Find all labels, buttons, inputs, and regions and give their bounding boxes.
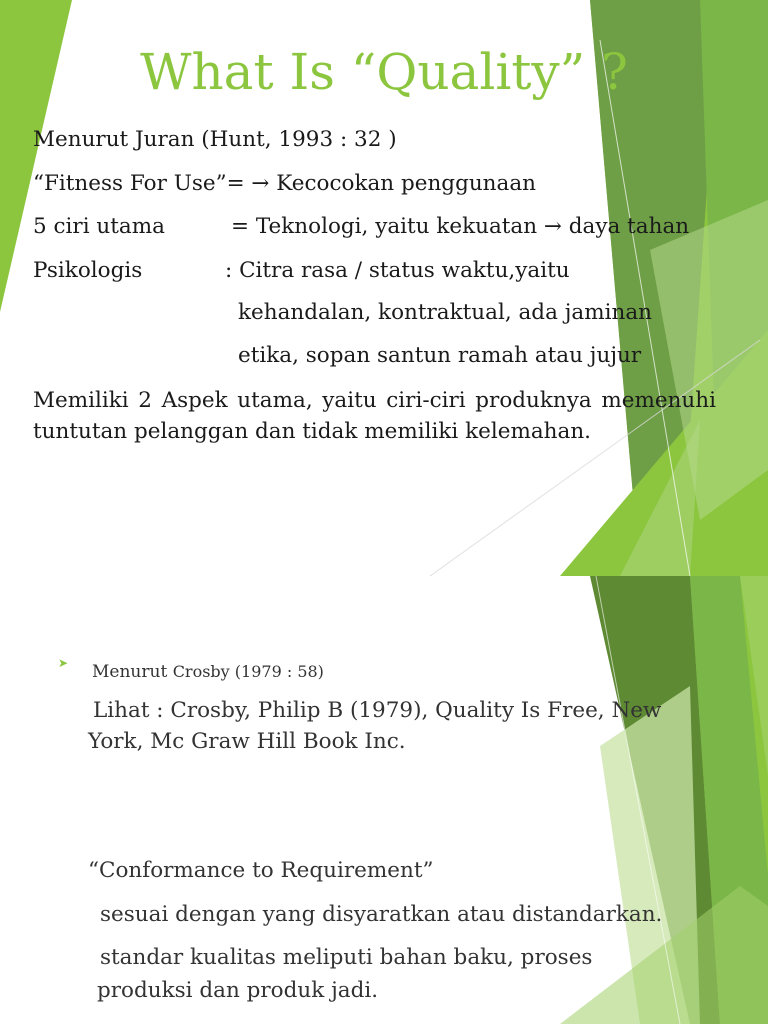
- psikologis-continuation-2: etika, sopan santun ramah atau jujur: [238, 343, 642, 368]
- psikologis-continuation-1: kehandalan, kontraktual, ada jaminan: [238, 300, 652, 325]
- fitness-for-use-line: “Fitness For Use”= → Kecocokan penggunaan: [33, 171, 537, 196]
- crosby-bullet-prefix: Menurut: [92, 662, 173, 682]
- ciri-utama-value: = Teknologi, yaitu kekuatan → daya tahan: [231, 214, 690, 239]
- slide-2: [0, 576, 768, 1024]
- crosby-reference-line-1: Lihat : Crosby, Philip B (1979), Quality Is Free, New: [93, 698, 662, 723]
- conformance-quote: “Conformance to Requirement”: [88, 858, 434, 883]
- slide-title: What Is “Quality” ?: [140, 43, 628, 101]
- definition-line-1: sesuai dengan yang disyaratkan atau distandarkan.: [100, 902, 663, 927]
- crosby-bullet: [92, 656, 324, 688]
- crosby-bullet-text: Crosby (1979 : 58): [172, 662, 324, 681]
- ciri-utama-label: 5 ciri utama: [33, 214, 165, 239]
- psikologis-value: : Citra rasa / status waktu,yaitu: [225, 258, 570, 283]
- aspect-paragraph: Memiliki 2 Aspek utama, yaitu ciri-ciri produknya memenuhi tuntutan pelanggan dan tidak memiliki kelemahan.: [33, 388, 716, 444]
- arrow-bullet-icon: ➤: [58, 656, 69, 670]
- definition-line-2: standar kualitas meliputi bahan baku, proses: [100, 945, 593, 970]
- crosby-reference-line-2: York, Mc Graw Hill Book Inc.: [88, 729, 406, 754]
- psikologis-label: Psikologis: [33, 258, 143, 283]
- definition-line-3: produksi dan produk jadi.: [97, 978, 379, 1003]
- juran-reference-line: Menurut Juran (Hunt, 1993 : 32 ): [33, 127, 397, 152]
